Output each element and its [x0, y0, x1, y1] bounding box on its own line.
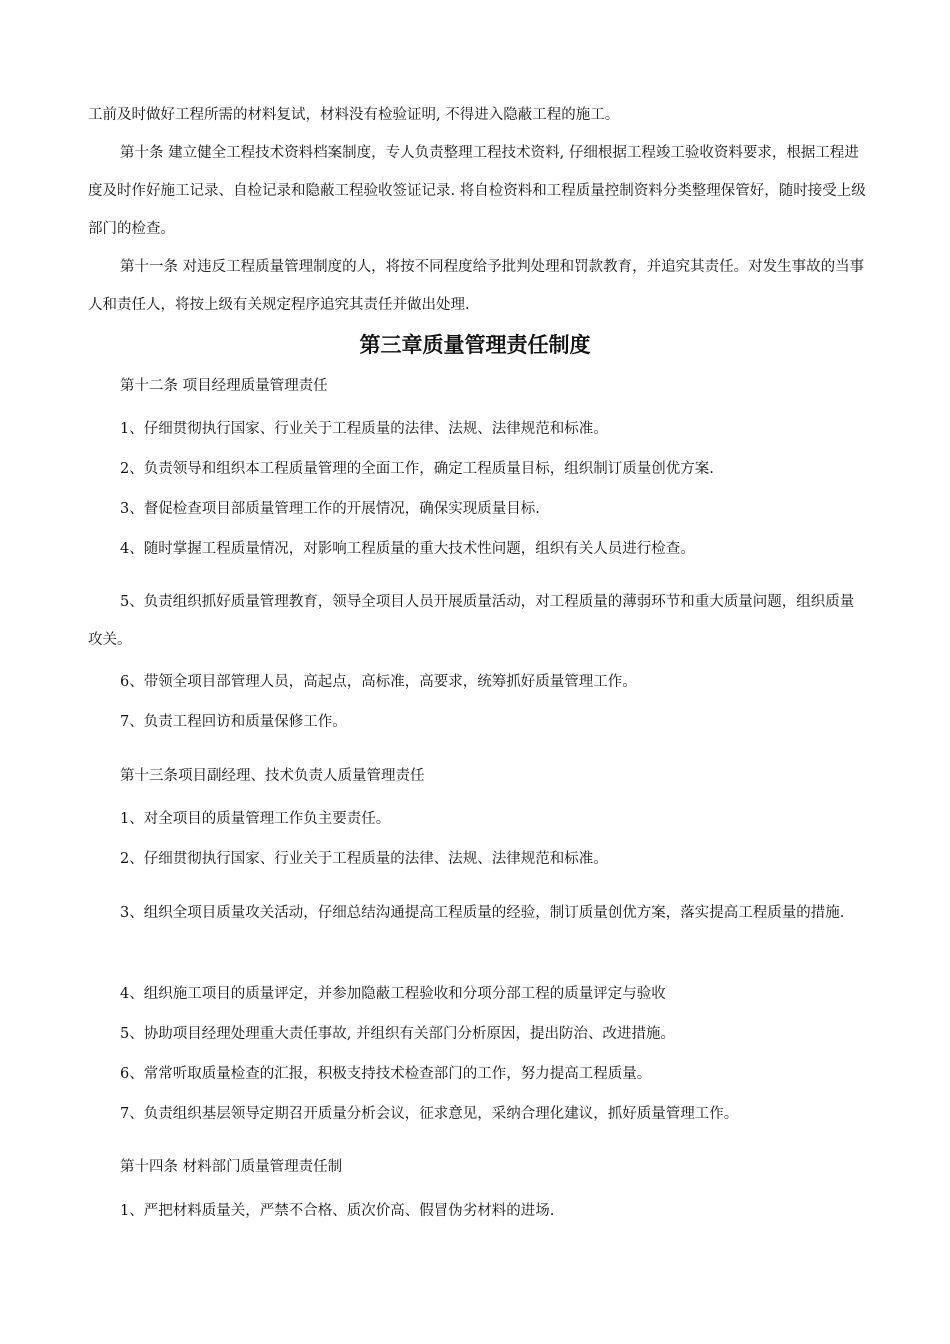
article-13-heading: 第十三条项目副经理、技术负责人质量管理责任 [120, 768, 425, 784]
article-12-item-7: 7、负责工程回访和质量保修工作。 [120, 714, 347, 730]
paragraph-continuation: 工前及时做好工程所需的材料复试，材料没有检验证明, 不得进入隐蔽工程的施工。 [88, 107, 620, 123]
article-11: 第十一条 对违反工程质量管理制度的人，将按不同程度给予批判处理和罚款教育，并追究其责任。对发生事故的当事人和责任人，将按上级有关规定程序追究其责任并做出处理. [88, 259, 865, 313]
article-13-item-2: 2、仔细贯彻执行国家、行业关于工程质量的法律、法规、法律规范和标准。 [120, 851, 608, 867]
article-14-heading: 第十四条 材料部门质量管理责任制 [120, 1159, 343, 1175]
article-14-item-1: 1、严把材料质量关，严禁不合格、质次价高、假冒伪劣材料的进场. [120, 1203, 555, 1219]
article-12-item-5: 5、负责组织抓好质量管理教育，领导全项目人员开展质量活动，对工程质量的薄弱环节和重大质量问题，组织质量攻关。 [88, 594, 855, 648]
article-12-heading: 第十二条 项目经理质量管理责任 [120, 378, 328, 394]
article-12-item-3: 3、督促检查项目部质量管理工作的开展情况，确保实现质量目标. [120, 501, 540, 517]
article-12-item-6: 6、带领全项目部管理人员，高起点，高标准，高要求，统筹抓好质量管理工作。 [120, 674, 637, 690]
article-13-item-6: 6、常常听取质量检查的汇报，积极支持技术检查部门的工作，努力提高工程质量。 [120, 1066, 652, 1082]
article-12-item-1: 1、仔细贯彻执行国家、行业关于工程质量的法律、法规、法律规范和标准。 [120, 421, 608, 437]
article-10: 第十条 建立健全工程技术资料档案制度，专人负责整理工程技术资料, 仔细根据工程竣工验收资料要求，根据工程进度及时作好施工记录、自检记录和隐蔽工程验收签证记录. 将自检资料和工程质量控制资料分类整理保管好，随时接受上级部门的检查。 [88, 145, 866, 237]
article-12-item-4: 4、随时掌握工程质量情况，对影响工程质量的重大技术性问题，组织有关人员进行检查。 [120, 541, 695, 557]
chapter-title: 第三章质量管理责任制度 [359, 332, 591, 357]
article-13-item-4: 4、组织施工项目的质量评定，并参加隐蔽工程验收和分项分部工程的质量评定与验收 [120, 986, 666, 1002]
article-13-item-3: 3、组织全项目质量攻关活动，仔细总结沟通提高工程质量的经验，制订质量创优方案，落实提高工程质量的措施. [120, 905, 845, 921]
article-13-item-1: 1、对全项目的质量管理工作负主要责任。 [120, 811, 391, 827]
article-12-item-2: 2、负责领导和组织本工程质量管理的全面工作，确定工程质量目标，组织制订质量创优方案. [120, 461, 714, 477]
article-13-item-7: 7、负责组织基层领导定期召开质量分析会议，征求意见，采纳合理化建议，抓好质量管理工作。 [120, 1106, 739, 1122]
article-13-item-5: 5、协助项目经理处理重大责任事故, 并组织有关部门分析原因，提出防治、改进措施。 [120, 1026, 675, 1042]
